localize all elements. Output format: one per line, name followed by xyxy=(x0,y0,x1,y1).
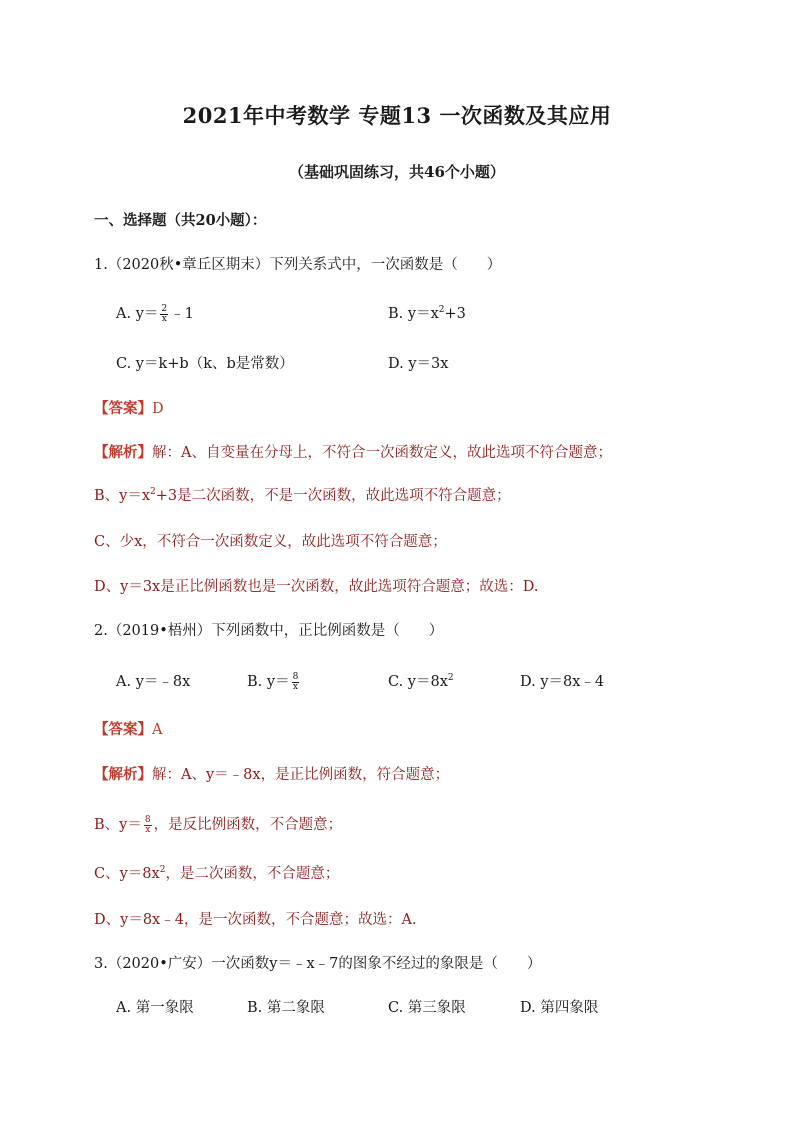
q3-option-b: B. 第二象限 xyxy=(247,1000,325,1016)
answer-value: D xyxy=(152,401,164,417)
q1-analysis-line-1: 【解析】解：A、自变量在分母上，不符合一次函数定义，故此选项不符合题意； xyxy=(94,444,612,461)
document-title: 2021年中考数学 专题13 一次函数及其应用 xyxy=(182,103,612,128)
q2-analysis-line-1: 【解析】解：A、y＝﹣8x，是正比例函数，符合题意； xyxy=(94,766,450,783)
fraction: $\frac{2}{x}$ xyxy=(161,303,168,324)
q2-analysis-line-2: B、y＝ $\frac{8}{x}$ ，是反比例函数，不合题意； xyxy=(94,814,343,835)
q2-option-c: C. $y=8x^2$ xyxy=(388,673,454,690)
q1-answer xyxy=(94,398,164,420)
q1-option-c: C. y＝k+b（k、b是常数） xyxy=(116,356,294,372)
question-1-stem: 1.（2020秋•章丘区期末）下列关系式中，一次函数是（ ） xyxy=(94,257,502,273)
q2-option-a: A. y＝﹣8x xyxy=(116,674,191,690)
analysis-label: 【解析】 xyxy=(94,766,152,783)
question-2-stem: 2.（2019•梧州）下列函数中，正比例函数是（ ） xyxy=(94,623,444,639)
answer-value: A xyxy=(152,722,163,738)
fraction: $\frac{8}{x}$ xyxy=(144,814,151,835)
section-heading: 一、选择题（共20小题）： xyxy=(94,212,267,229)
q1-option-a: A. y＝ $\frac{2}{x}$ ﹣1 xyxy=(116,303,194,324)
q1-analysis-line-4: D、y＝3x是正比例函数也是一次函数，故此选项符合题意；故选：D. xyxy=(94,579,539,595)
q1-option-b: B. $y=x^2+3$ xyxy=(388,305,466,322)
q2-option-d: D. y＝8x﹣4 xyxy=(520,674,605,690)
q1-option-d: D. y＝3x xyxy=(388,356,449,372)
q2-option-b: B. y＝ $\frac{8}{x}$ xyxy=(247,671,299,692)
question-3-stem: 3.（2020•广安）一次函数y＝﹣x﹣7的图象不经过的象限是（ ） xyxy=(94,956,542,972)
q2-answer xyxy=(94,719,162,741)
answer-label: 【答案】 xyxy=(94,721,152,738)
document-subtitle: （基础巩固练习，共46个小题） xyxy=(289,163,505,181)
q2-analysis-line-4: D、y＝8x﹣4，是一次函数，不合题意；故选：A. xyxy=(94,912,417,928)
analysis-label: 【解析】 xyxy=(94,444,152,461)
q1-analysis-line-3: C、少x，不符合一次函数定义，故此选项不符合题意； xyxy=(94,534,447,550)
answer-label: 【答案】 xyxy=(94,400,152,417)
q3-option-d: D. 第四象限 xyxy=(520,1000,599,1016)
fraction: $\frac{8}{x}$ xyxy=(292,671,299,692)
q3-option-a: A. 第一象限 xyxy=(116,1000,194,1016)
q2-analysis-line-3: C、$y=8x^2$，是二次函数，不合题意； xyxy=(94,865,340,882)
q1-analysis-line-2: B、$y=x^2+3$是二次函数，不是一次函数，故此选项不符合题意； xyxy=(94,487,511,504)
q3-option-c: C. 第三象限 xyxy=(388,1000,466,1016)
